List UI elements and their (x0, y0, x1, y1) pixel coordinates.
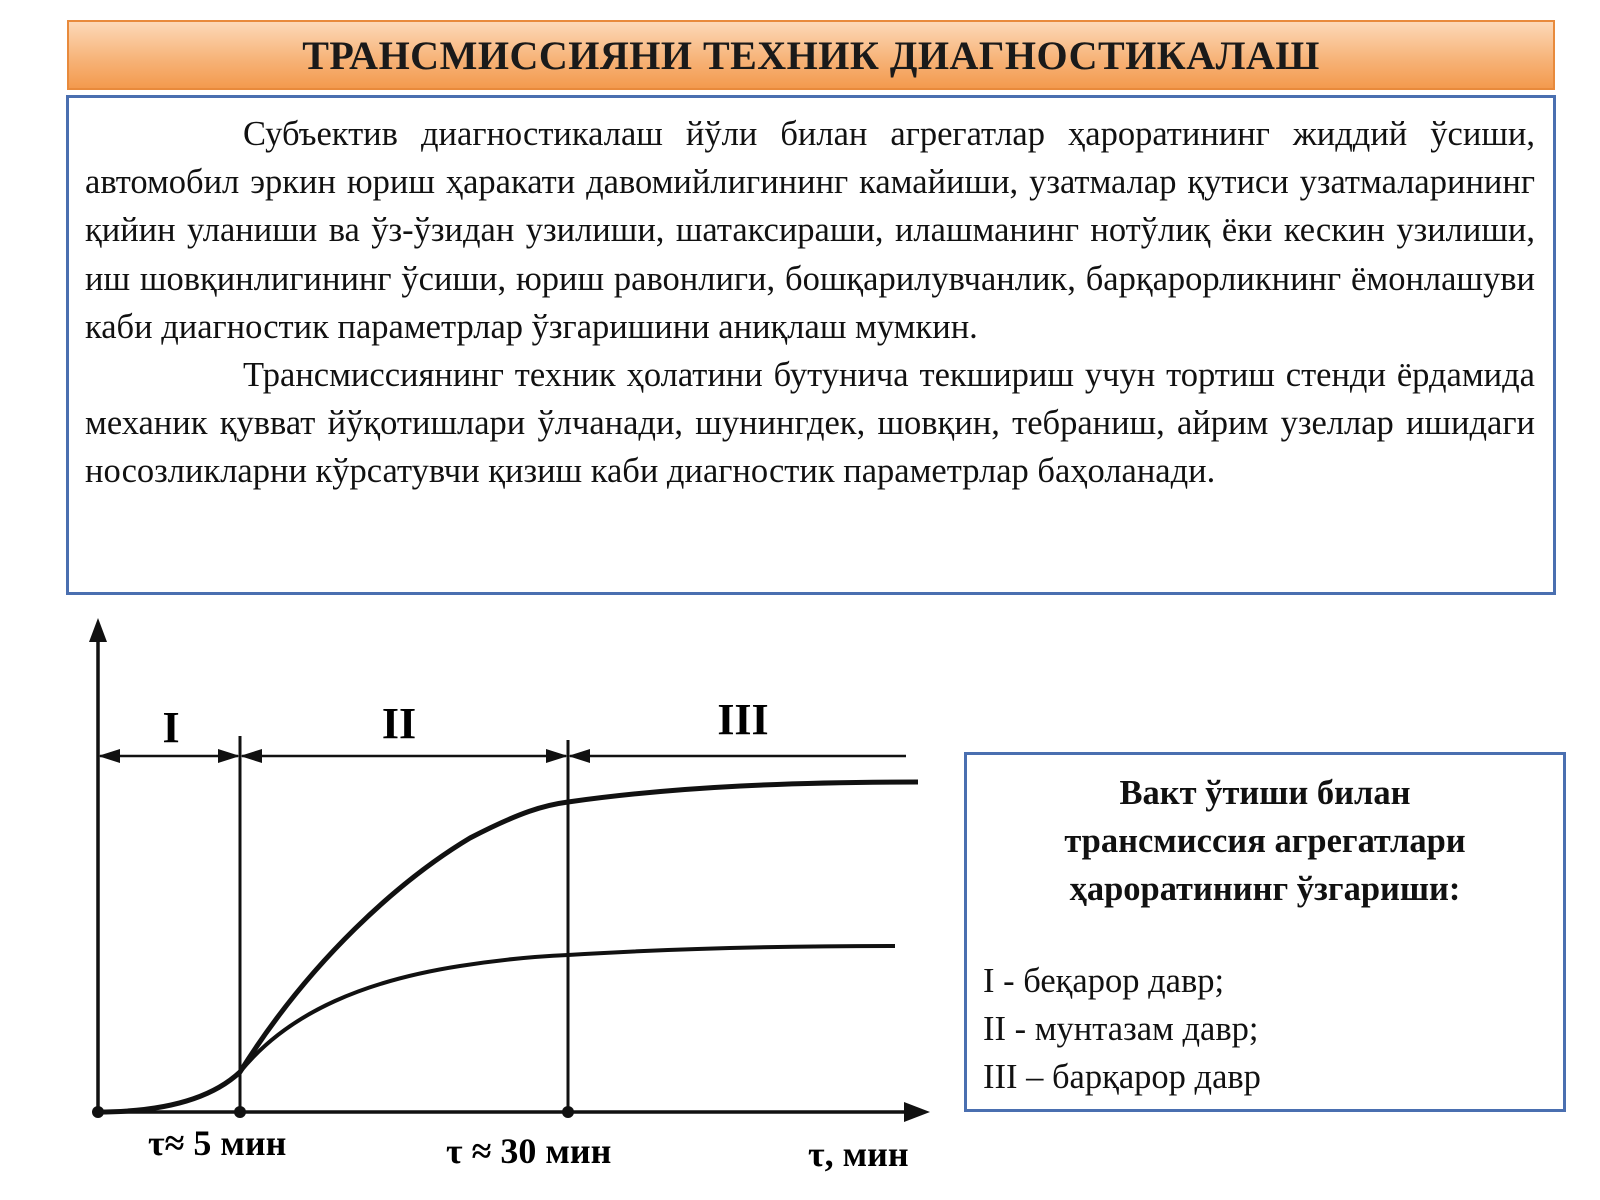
paragraph-subjective-diagnostics: Субъектив диагностикалаш йўли билан агрегатлар ҳароратининг жиддий ўсиши, автомобил эркин юриш ҳаракати давомийлигининг камайиши, узатмалар қутиси узатмаларининг қийин уланиши ва ўз-ўзидан узилиши, шатаксираши, илашманинг нотўлиқ ёки кескин узилиши, иш шовқинлигининг ўсиши, юриш равонлиги, бошқарилувчанлик, барқарорликнинг ёмонлашуви каби диагностик параметрлар ўзгаришини аниқлаш мумкин. (85, 115, 1535, 346)
legend-item-unstable: I - беқарор давр; (983, 962, 1225, 1000)
point-5min (234, 1106, 246, 1118)
legend-box (964, 752, 1566, 1112)
page-title: ТРАНСМИССИЯНИ ТЕХНИК ДИАГНОСТИКАЛАШ (302, 32, 1320, 78)
legend-item-stable: III – барқарор давр (983, 1058, 1261, 1096)
tick-label-5min: τ≈ 5 мин (148, 1123, 287, 1163)
legend-title-line: трансмиссия агрегатлари (1064, 822, 1466, 860)
point-30min (562, 1106, 574, 1118)
legend-items (983, 957, 1261, 1101)
tick-label-30min: τ ≈ 30 мин (446, 1131, 612, 1171)
paragraph-transmission-check: Трансмиссиянинг техник ҳолатини бутунича текшириш учун тортиш стенди ёрдамида механик қувват йўқотишлари ўлчанади, шунингдек, шовқин, тебраниш, айрим узеллар ишидаги носозликларни кўрсатувчи қизиш каби диагностик параметрлар баҳоланади. (85, 356, 1535, 491)
period-label-II: II (381, 699, 417, 748)
period-label-I: I (162, 703, 180, 752)
legend-item-regular: II - мунтазам давр; (983, 1010, 1259, 1048)
period-label-III: III (717, 695, 769, 744)
x-axis-label: τ, мин (808, 1134, 909, 1174)
legend-title-line: Вакт ўтиши билан (1119, 774, 1411, 812)
y-axis-arrow-icon (89, 618, 107, 642)
legend-title-line: ҳароратининг ўзгариши: (1069, 870, 1461, 908)
x-axis-arrow-icon (904, 1102, 930, 1122)
legend-title (967, 769, 1563, 913)
